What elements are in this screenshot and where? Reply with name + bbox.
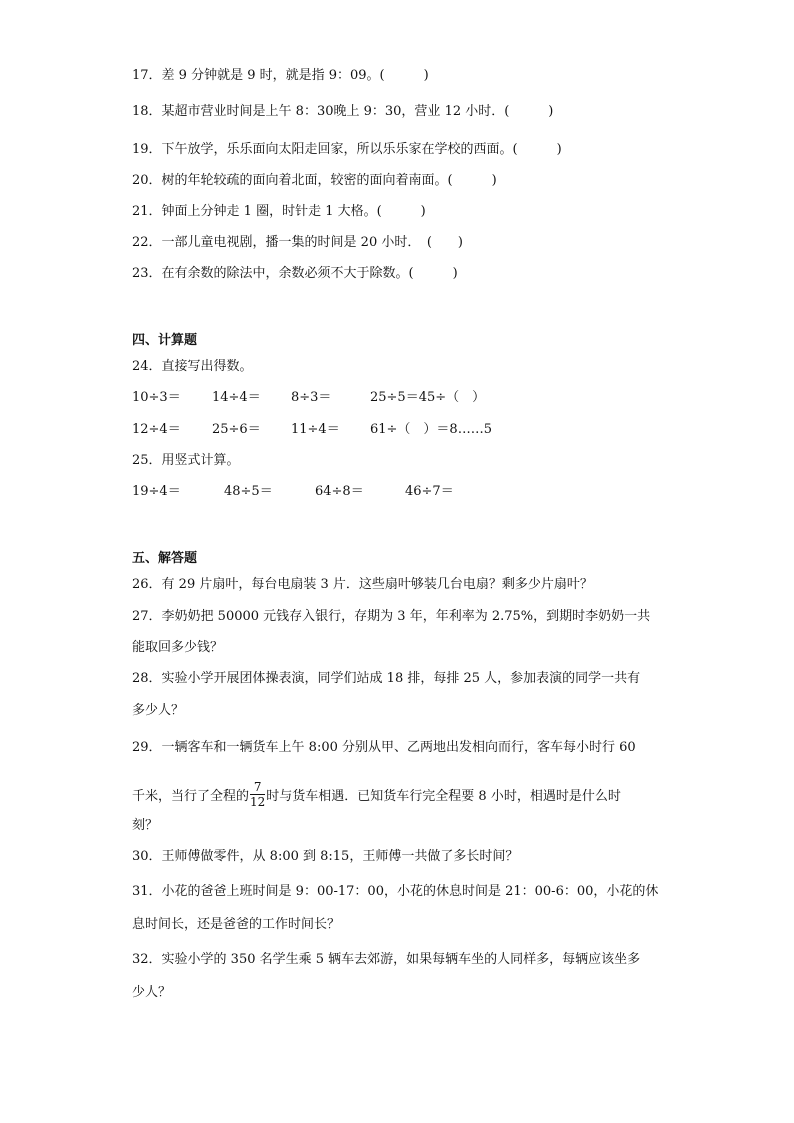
question-20: 20．树的年轮较疏的面向着北面，较密的面向着南面。( ): [132, 173, 497, 188]
calc-item: 48÷5＝: [224, 484, 273, 499]
question-31-line-2: 息时间长，还是爸爸的工作时间长？: [132, 917, 341, 932]
question-29-line-3: 刻？: [132, 818, 159, 833]
question-24: 24．直接写出得数。: [132, 359, 253, 374]
calc-item: 25÷6＝: [212, 422, 261, 437]
calc-item: 25÷5＝45÷（ ）: [370, 390, 486, 405]
question-19: 19．下午放学，乐乐面向太阳走回家，所以乐乐家在学校的西面。( ): [132, 142, 562, 157]
fraction-numerator: 7: [253, 780, 262, 794]
question-28-line-1: 28．实验小学开展团体操表演，同学们站成 18 排，每排 25 人，参加表演的同学一共有: [132, 671, 641, 686]
section-heading-word-problems: 五、解答题: [132, 551, 198, 566]
question-21: 21．钟面上分钟走 1 圈，时针走 1 大格。( ): [132, 204, 426, 219]
question-26: 26．有 29 片扇叶，每台电扇装 3 片．这些扇叶够装几台电扇？剩多少片扇叶？: [132, 577, 593, 592]
question-17: 17．差 9 分钟就是 9 时，就是指 9：09。( ): [132, 68, 429, 83]
section-heading-calculation: 四、计算题: [132, 333, 198, 348]
calc-item: 10÷3＝: [132, 390, 181, 405]
question-22: 22．一部儿童电视剧，播一集的时间是 20 小时． ( ): [132, 235, 463, 250]
question-27-line-1: 27．李奶奶把 50000 元钱存入银行，存期为 3 年，年利率为 2.75%，到期时李奶奶一共: [132, 609, 651, 624]
question-32-line-2: 少人？: [132, 985, 172, 1000]
question-28-line-2: 多少人？: [132, 703, 185, 718]
calc-item: 11÷4＝: [291, 422, 340, 437]
question-18: 18．某超市营业时间是上午 8：30晚上 9：30，营业 12 小时．( ): [132, 104, 554, 119]
question-32-line-1: 32．实验小学的 350 名学生乘 5 辆车去郊游，如果每辆车坐的人同样多，每辆应该坐多: [132, 952, 641, 967]
question-29-line-1: 29．一辆客车和一辆货车上午 8:00 分别从甲、乙两地出发相向而行，客车每小时行 60: [132, 740, 636, 755]
question-29-text-after-fraction: 时与货车相遇．已知货车行完全程要 8 小时，相遇时是什么时: [266, 789, 621, 804]
fraction-7-12: [250, 780, 265, 809]
calc-item: 14÷4＝: [212, 390, 261, 405]
question-31-line-1: 31．小花的爸爸上班时间是 9：00-17：00，小花的休息时间是 21：00-6：00，小花的休: [132, 884, 659, 899]
calc-item: 46÷7＝: [405, 484, 454, 499]
calc-item: 64÷8＝: [315, 484, 364, 499]
question-23: 23．在有余数的除法中，余数必须不大于除数。( ): [132, 266, 458, 281]
calc-item: 8÷3＝: [291, 390, 332, 405]
calc-item: 19÷4＝: [132, 484, 181, 499]
question-29-text-before-fraction: 千米，当行了全程的: [132, 789, 250, 804]
calc-item: 61÷（ ）＝8……5: [370, 422, 492, 437]
calc-item: 12÷4＝: [132, 422, 181, 437]
question-29-line-2: [132, 782, 621, 811]
fraction-denominator: 12: [250, 795, 266, 809]
question-27-line-2: 能取回多少钱？: [132, 640, 224, 655]
question-25: 25．用竖式计算。: [132, 453, 240, 468]
question-30: 30．王师傅做零件，从 8:00 到 8:15，王师傅一共做了多长时间？: [132, 849, 519, 864]
